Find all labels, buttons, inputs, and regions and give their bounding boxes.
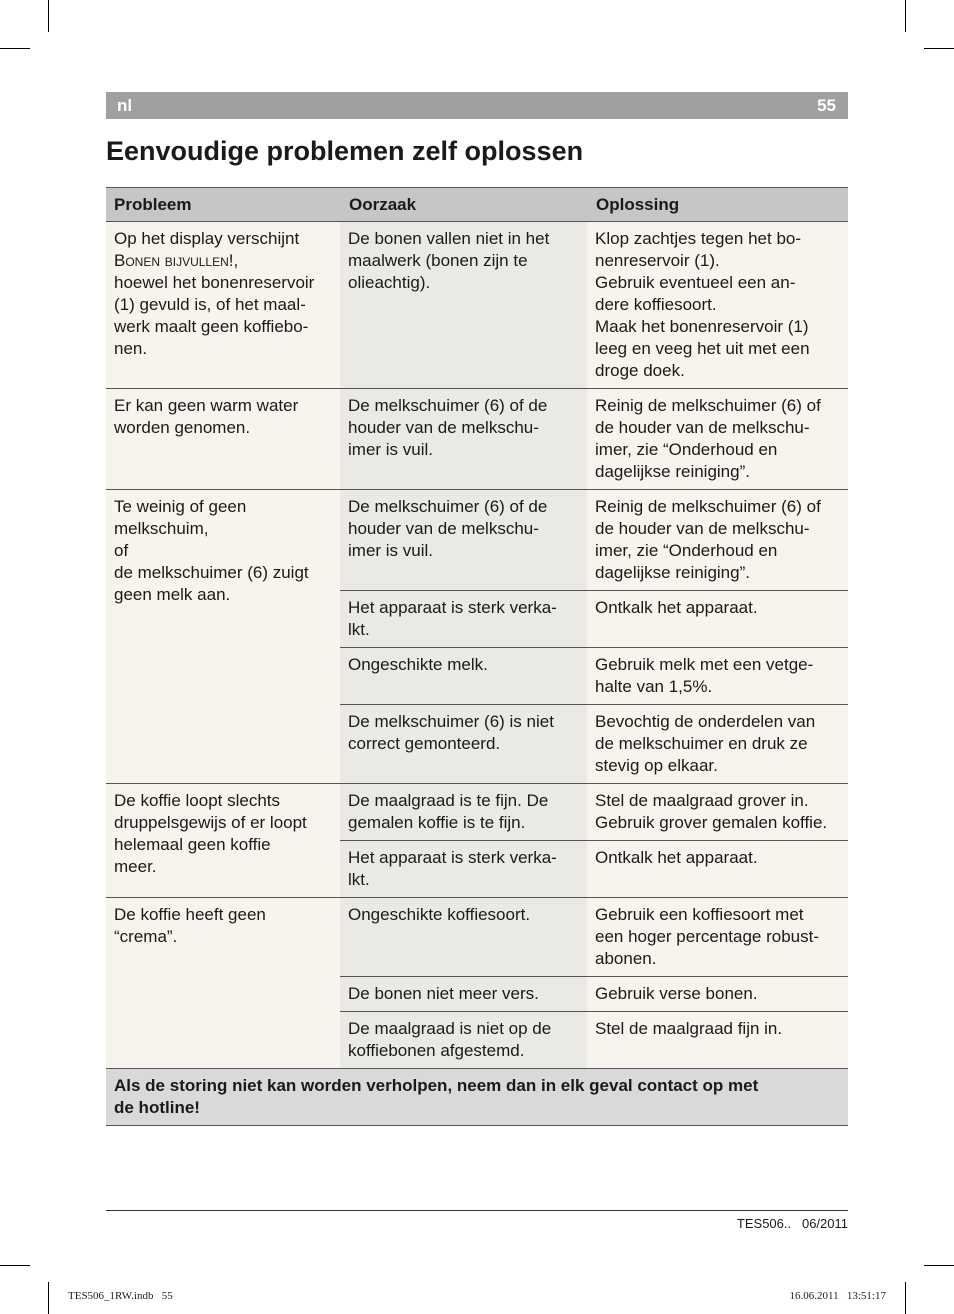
cause-cell-line: imer is vuil. [348,440,434,459]
note-line: de hotline! [114,1098,200,1117]
language-code: nl [117,96,133,115]
cause-cell [340,490,587,591]
footer-rule [106,1210,848,1211]
solution-cell-line: Gebruik een koffiesoort met [595,905,804,924]
cause-cell-line: koffiebonen afgestemd. [348,1041,525,1060]
solution-cell-line: Gebruik verse bonen. [595,984,758,1003]
solution-cell [587,898,848,977]
crop-mark [48,1282,49,1314]
hotline-note [106,1069,848,1126]
note-line: Als de storing niet kan worden verholpen, neem dan in elk geval contact op met [114,1076,759,1095]
problem-cell [106,490,340,784]
cause-cell [340,1012,587,1069]
crop-mark [0,48,30,49]
cause-cell-line: De melkschuimer (6) is niet [348,712,554,731]
solution-cell-line: Stel de maalgraad grover in. [595,791,809,810]
solution-cell [587,705,848,784]
solution-cell-line: de melkschuimer en druk ze [595,734,808,753]
solution-cell-line: halte van 1,5%. [595,677,713,696]
cause-cell-line: De bonen vallen niet in het [348,229,550,248]
cause-cell-line: correct gemonteerd. [348,734,501,753]
problem-cell-line: De koffie loopt slechts [114,791,280,810]
solution-cell [587,389,848,490]
problem-cell [106,784,340,898]
column-header-solution: Oplossing [587,188,848,222]
cause-cell-line: De melkschuimer (6) of de [348,497,548,516]
cause-cell [340,705,587,784]
solution-cell [587,490,848,591]
problem-cell-line: Er kan geen warm water [114,396,299,415]
solution-cell-line: abonen. [595,949,657,968]
cause-cell-line: Het apparaat is sterk verka- [348,598,557,617]
problem-cell-line: nen. [114,339,148,358]
cause-cell-line: De maalgraad is niet op de [348,1019,552,1038]
problem-cell-line: Te weinig of geen [114,497,247,516]
problem-cell-line: hoewel het bonenreservoir [114,273,315,292]
cause-cell [340,977,587,1012]
crop-mark [0,1265,30,1266]
cause-cell-line: lkt. [348,870,370,889]
solution-cell-line: Gebruik eventueel een an- [595,273,796,292]
table-note-row [106,1069,848,1126]
solution-cell-line: dere koffiesoort. [595,295,717,314]
crop-mark [924,48,954,49]
solution-cell-line: Stel de maalgraad fijn in. [595,1019,783,1038]
cause-cell [340,784,587,841]
solution-cell-line: de houder van de melkschu- [595,418,810,437]
solution-cell-line: de houder van de melkschu- [595,519,810,538]
solution-cell-line: leeg en veeg het uit met een [595,339,810,358]
footer-model: TES506.. [736,1216,792,1231]
cause-cell-line: Ongeschikte koffiesoort. [348,905,531,924]
cause-cell [340,841,587,898]
cause-cell-line: Ongeschikte melk. [348,655,488,674]
problem-cell-line: Op het display verschijnt [114,229,300,248]
problem-cell-line: De koffie heeft geen [114,905,266,924]
table-row [106,490,848,591]
solution-cell-line: Ontkalk het apparaat. [595,598,758,617]
table-row [106,389,848,490]
crop-mark [924,1265,954,1266]
troubleshooting-table [106,187,848,1126]
problem-cell-line: Bonen bijvullen!, [114,251,239,270]
problem-cell-line: helemaal geen koffie [114,835,271,854]
cause-cell-line: houder van de melkschu- [348,418,539,437]
solution-cell-line: Maak het bonenreservoir (1) [595,317,809,336]
problem-cell-line: werk maalt geen koffiebo- [114,317,309,336]
page-header-bar [106,92,848,119]
solution-cell [587,1012,848,1069]
problem-cell-line: of [114,541,129,560]
solution-cell [587,784,848,841]
solution-cell-line: Ontkalk het apparaat. [595,848,758,867]
cause-cell [340,591,587,648]
cause-cell-line: gemalen koffie is te fijn. [348,813,526,832]
solution-cell [587,591,848,648]
cause-cell [340,389,587,490]
solution-cell [587,841,848,898]
problem-cell-line: “crema”. [114,927,178,946]
solution-cell-line: Gebruik melk met een vetge- [595,655,814,674]
problem-cell-line: worden genomen. [114,418,251,437]
page-number: 55 [817,96,836,115]
solution-cell-line: imer, zie “Onderhoud en [595,440,778,459]
problem-cell [106,389,340,490]
problem-cell [106,222,340,389]
solution-cell [587,977,848,1012]
print-slug-timestamp: 16.06.2011 13:51:17 [789,1290,886,1302]
solution-cell-line: Gebruik grover gemalen koffie. [595,813,828,832]
problem-cell-line: geen melk aan. [114,585,231,604]
problem-cell-line: (1) gevuld is, of het maal- [114,295,306,314]
solution-cell-line: Bevochtig de onderdelen van [595,712,816,731]
column-header-problem: Probleem [106,188,340,222]
solution-cell [587,648,848,705]
table-row [106,222,848,389]
cause-cell [340,648,587,705]
problem-cell-line: meer. [114,857,157,876]
solution-cell-line: Klop zachtjes tegen het bo- [595,229,802,248]
cause-cell-line: De melkschuimer (6) of de [348,396,548,415]
solution-cell-line: Reinig de melkschuimer (6) of [595,497,821,516]
print-slug-file: TES506_1RW.indb 55 [68,1290,173,1302]
page-title: Eenvoudige problemen zelf oplossen [106,136,584,166]
crop-mark [48,0,49,32]
cause-cell-line: lkt. [348,620,370,639]
crop-mark [905,1282,906,1314]
table-body [106,222,848,1069]
problem-cell [106,898,340,1069]
cause-cell-line: houder van de melkschu- [348,519,539,538]
cause-cell-line: Het apparaat is sterk verka- [348,848,557,867]
cause-cell [340,222,587,389]
column-header-cause: Oorzaak [340,188,587,222]
table-row [106,784,848,841]
cause-cell-line: De maalgraad is te fijn. De [348,791,549,810]
table-header-row [106,188,848,222]
cause-cell-line: imer is vuil. [348,541,434,560]
solution-cell-line: Reinig de melkschuimer (6) of [595,396,821,415]
footer-date: 06/2011 [801,1216,848,1231]
solution-cell-line: dagelijkse reiniging”. [595,563,750,582]
table-row [106,898,848,977]
cause-cell-line: De bonen niet meer vers. [348,984,539,1003]
solution-cell-line: een hoger percentage robust- [595,927,819,946]
footer-info [737,1216,848,1231]
crop-mark [905,0,906,32]
solution-cell-line: stevig op elkaar. [595,756,718,775]
cause-cell [340,898,587,977]
solution-cell [587,222,848,389]
solution-cell-line: droge doek. [595,361,685,380]
solution-cell-line: dagelijkse reiniging”. [595,462,750,481]
problem-cell-line: de melkschuimer (6) zuigt [114,563,309,582]
cause-cell-line: olieachtig). [348,273,431,292]
problem-cell-line: melkschuim, [114,519,209,538]
solution-cell-line: nenreservoir (1). [595,251,720,270]
solution-cell-line: imer, zie “Onderhoud en [595,541,778,560]
cause-cell-line: maalwerk (bonen zijn te [348,251,528,270]
problem-cell-line: druppelsgewijs of er loopt [114,813,307,832]
